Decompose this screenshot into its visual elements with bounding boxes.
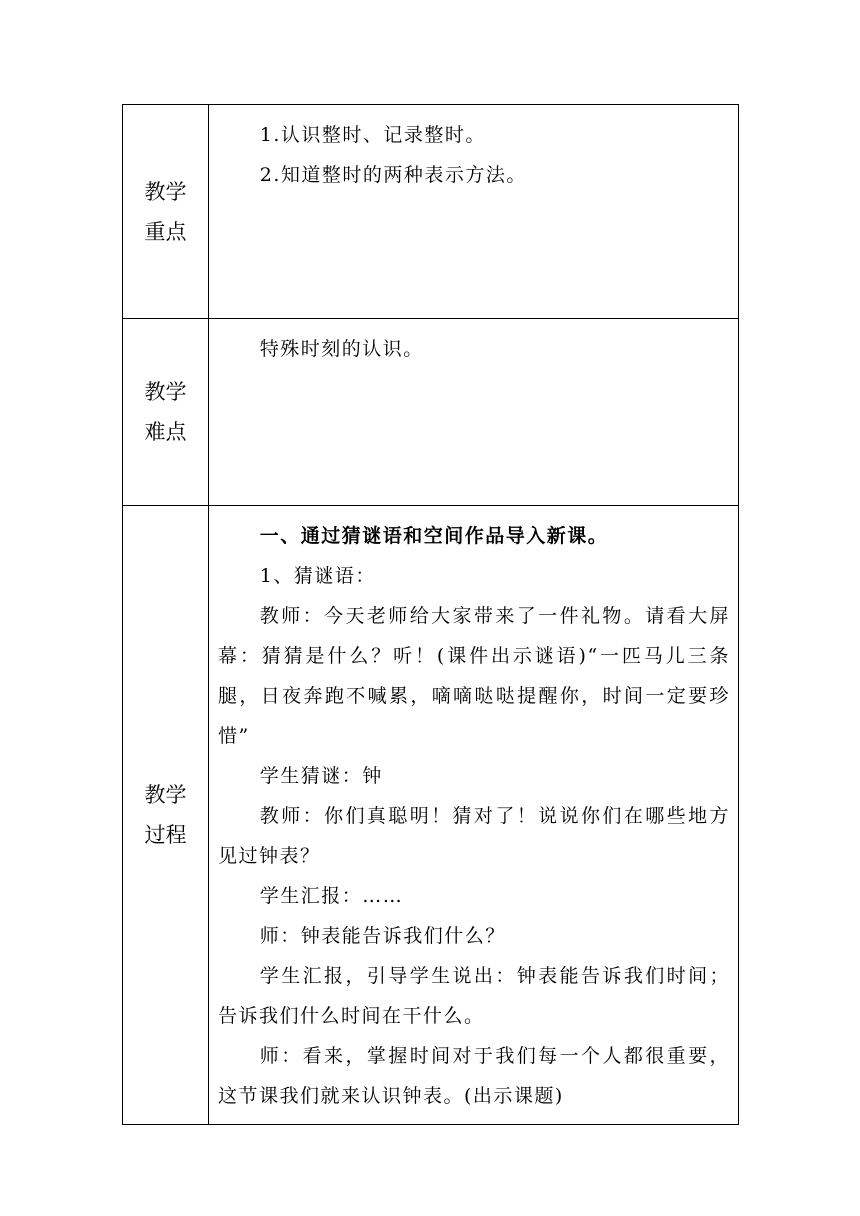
table-row-key-points (123, 105, 739, 319)
row-label-line: 教学 (144, 380, 187, 404)
paragraph: 1、猜谜语： (259, 565, 376, 587)
row-label-line: 教学 (144, 179, 187, 204)
row-label-difficult-points (123, 319, 209, 506)
paragraph: 1.认识整时、记录整时。 (259, 124, 486, 146)
paragraph: 2.知道整时的两种表示方法。 (259, 164, 527, 186)
paragraph: 学生汇报，引导学生说出：钟表能告诉我们时间；告诉我们什么时间在干什么。 (218, 965, 730, 1027)
paragraph: 师：钟表能告诉我们什么？ (259, 925, 506, 947)
row-label-line: 教学 (144, 783, 187, 807)
table-row-teaching-process (123, 506, 739, 1125)
section-heading: 一、通过猜谜语和空间作品导入新课。 (259, 525, 609, 547)
paragraph: 师：看来，掌握时间对于我们每一个人都很重要，这节课我们就来认识钟表。(出示课题) (218, 1045, 730, 1107)
paragraph: 教师：你们真聪明！猜对了！说说你们在哪些地方见过钟表？ (218, 805, 730, 867)
table-row-difficult-points (123, 319, 739, 506)
row-content-teaching-process (209, 506, 739, 1125)
row-label-key-points (123, 105, 209, 319)
row-content-key-points (209, 105, 739, 319)
row-label-line: 难点 (144, 420, 187, 444)
row-label-teaching-process (123, 506, 209, 1125)
paragraph: 特殊时刻的认识。 (259, 338, 424, 360)
row-label-line: 重点 (144, 219, 187, 244)
lesson-plan-table (122, 104, 739, 1125)
row-content-difficult-points (209, 319, 739, 506)
row-label-line: 过程 (144, 823, 187, 847)
paragraph: 教师：今天老师给大家带来了一件礼物。请看大屏幕：猜猜是什么？听！(课件出示谜语)“一匹马儿三条腿，日夜奔跑不喊累，嘀嘀哒哒提醒你，时间一定要珍惜” (218, 605, 730, 747)
paragraph: 学生猜谜：钟 (259, 765, 383, 787)
paragraph: 学生汇报：…… (259, 885, 404, 907)
